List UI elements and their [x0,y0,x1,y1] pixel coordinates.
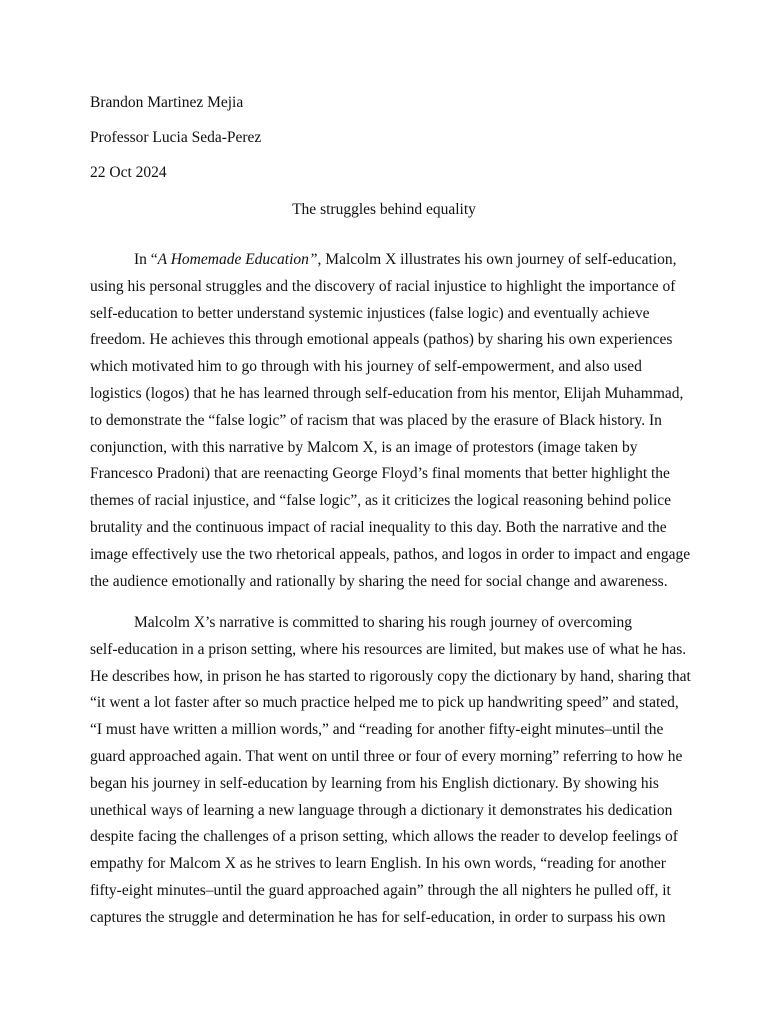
paragraph-line: using his personal struggles and the discovery of racial injustice to highlight the importance of [90,277,676,295]
work-title-italic: A Homemade Education” [157,251,318,268]
paragraph-line: despite facing the challenges of a prison setting, which allows the reader to develop feelings of [90,828,678,846]
essay-title: The struggles behind equality [292,201,476,218]
paragraph-line: the audience emotionally and rationally by sharing the need for social change and awareness. [90,572,668,590]
paragraph-line: self-education to better understand systemic injustices (false logic) and eventually achieve [90,304,650,322]
paragraph-line: logistics (logos) that he has learned through self-education from his mentor, Elijah Muhammad, [90,384,684,402]
paragraph-line: Malcolm X’s narrative is committed to sharing his rough journey of overcoming [134,614,633,631]
paragraph-line [90,247,690,274]
paragraph-text: , Malcolm X illustrates his own journey of self-education, [317,251,677,268]
paragraph-line: image effectively use the two rhetorical appeals, pathos, and logos in order to impact and engage [90,545,691,563]
paragraph-line: “it went a lot faster after so much practice helped me to pick up handwriting speed” and stated, [90,694,679,712]
paragraph-1 [90,247,690,595]
paragraph-line: began his journey in self-education by learning from his English dictionary. By showing his [90,774,659,792]
paragraph-line: captures the struggle and determination he has for self-education, in order to surpass his own [90,908,666,926]
paragraph-line: freedom. He achieves this through emotional appeals (pathos) by sharing his own experiences [90,331,673,349]
paragraph-line: empathy for Malcom X as he strives to learn English. In his own words, “reading for another [90,855,666,873]
paragraph-line: Francesco Pradoni) that are reenacting George Floyd’s final moments that better highlight the [90,465,670,483]
paragraph-line: fifty-eight minutes–until the guard approached again” through the all nighters he pulled off, it [90,881,671,899]
professor-name: Professor Lucia Seda-Perez [90,129,262,146]
paragraph-line: unethical ways of learning a new language through a dictionary it demonstrates his dedication [90,801,673,819]
paragraph-line: “I must have written a million words,” and “reading for another fifty-eight minutes–until the [90,721,664,739]
paragraph-line: brutality and the continuous impact of racial inequality to this day. Both the narrative and the [90,518,667,536]
paragraph-line: to demonstrate the “false logic” of racism that was placed by the erasure of Black history. In [90,411,662,429]
paragraph-line: He describes how, in prison he has started to rigorously copy the dictionary by hand, sharing that [90,667,691,685]
paragraph-line: self-education in a prison setting, where his resources are limited, but makes use of what he has. [90,640,687,658]
paragraph-line: conjunction, with this narrative by Malcom X, is an image of protestors (image taken by [90,438,638,456]
paragraph-line: themes of racial injustice, and “false logic”, as it criticizes the logical reasoning behind police [90,492,672,510]
paragraph-line: which motivated him to go through with his journey of self-empowerment, and also used [90,358,642,376]
paragraph-line: guard approached again. That went on until three or four of every morning” referring to how he [90,747,683,765]
paragraph-text: In “ [134,251,158,268]
paragraph-2 [90,610,690,932]
author-name: Brandon Martinez Mejia [90,94,244,111]
document-date: 22 Oct 2024 [90,164,167,181]
